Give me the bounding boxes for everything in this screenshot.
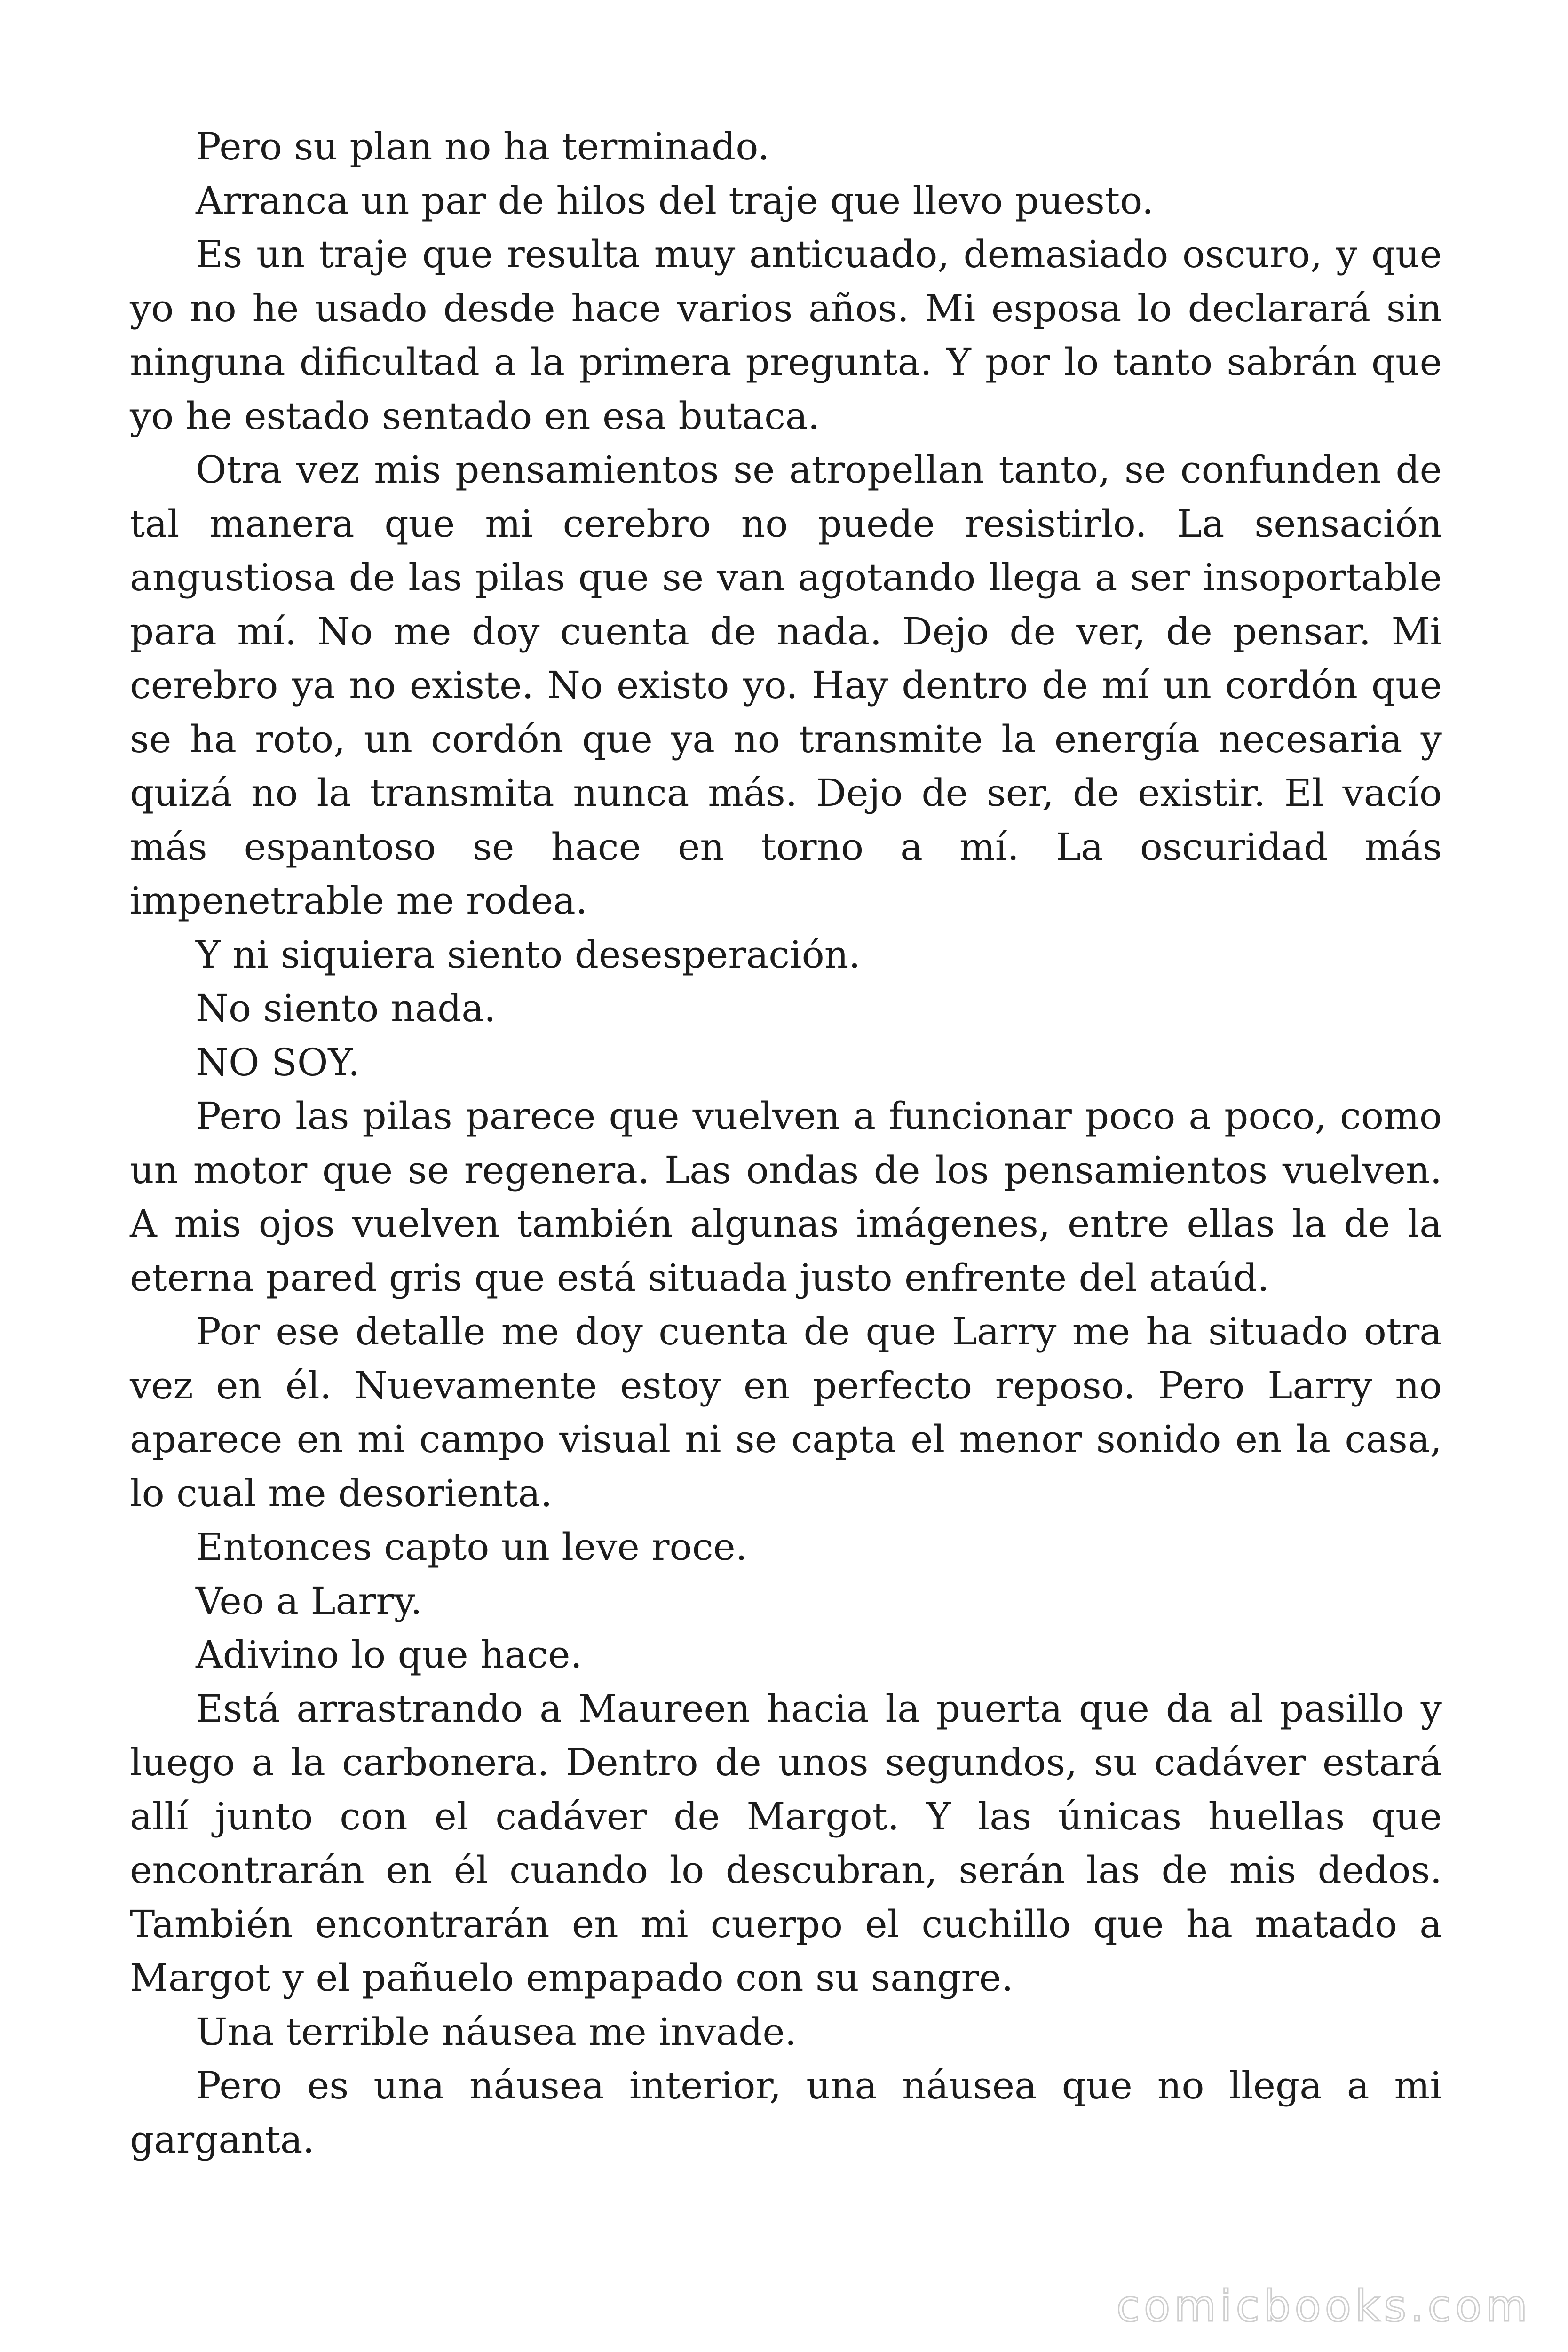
paragraph: Adivino lo que hace. <box>196 1633 582 1677</box>
body-text <box>130 120 1442 2167</box>
paragraph: Pero su plan no ha terminado. <box>196 125 770 168</box>
paragraph: NO SOY. <box>196 1040 360 1084</box>
paragraph: Por ese detalle me doy cuenta de que Larry me ha situado otra vez en él. Nuevamente estoy en perfecto reposo. Pero Larry no aparece en mi campo visual ni se capta el menor sonido en la casa, lo cual me desorienta. <box>130 1310 1442 1515</box>
paragraph: Está arrastrando a Maureen hacia la puerta que da al pasillo y luego a la carbonera. Dentro de unos segundos, su cadáver estará allí junto con el cadáver de Margot. Y las únicas huellas que encontrarán en él cuando lo descubran, serán las de mis dedos. También encontrarán en mi cuerpo el cuchillo que ha matado a Margot y el pañuelo empapado con su sangre. <box>130 1686 1442 2000</box>
paragraph: No siento nada. <box>196 986 496 1030</box>
paragraph: Veo a Larry. <box>196 1579 422 1623</box>
watermark: comicbooks.com <box>1116 2281 1531 2331</box>
paragraph: Una terrible náusea me invade. <box>196 2010 797 2054</box>
paragraph: Pero es una náusea interior, una náusea que no llega a mi garganta. <box>130 2064 1442 2161</box>
paragraph: Arranca un par de hilos del traje que llevo puesto. <box>196 178 1154 222</box>
paragraph: Es un traje que resulta muy anticuado, demasiado oscuro, y que yo no he usado desde hace varios años. Mi esposa lo declarará sin ninguna dificultad a la primera pregunta. Y por lo tanto sabrán que yo he estado sentado en esa butaca. <box>130 232 1442 438</box>
paragraph: Entonces capto un leve roce. <box>196 1525 748 1569</box>
paragraph: Otra vez mis pensamientos se atropellan tanto, se confunden de tal manera que mi cerebro no puede resistirlo. La sensación angustiosa de las pilas que se van agotando llega a ser insoportable para mí. No me doy cuenta de nada. Dejo de ver, de pensar. Mi cerebro ya no existe. No existo yo. Hay dentro de mí un cordón que se ha roto, un cordón que ya no transmite la energía necesaria y quizá no la transmita nunca más. Dejo de ser, de existir. El vacío más espantoso se hace en torno a mí. La oscuridad más impenetrable me rodea. <box>130 448 1442 922</box>
paragraph: Pero las pilas parece que vuelven a funcionar poco a poco, como un motor que se regenera. Las ondas de los pensamientos vuelven. A mis ojos vuelven también algunas imágenes, entre ellas la de la eterna pared gris que está situada justo enfrente del ataúd. <box>130 1094 1442 1300</box>
paragraph: Y ni siquiera siento desesperación. <box>196 932 861 977</box>
